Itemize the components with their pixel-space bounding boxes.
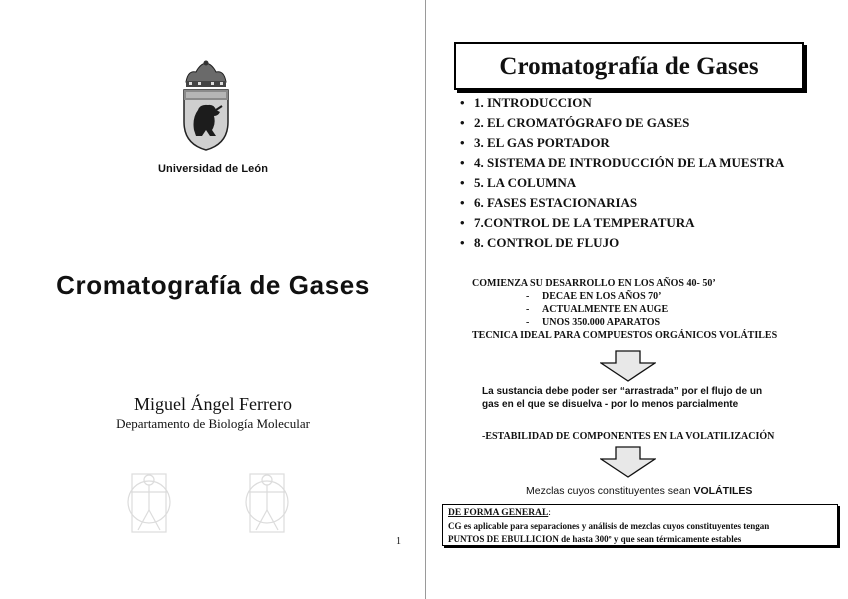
right-page	[426, 0, 848, 599]
development-subitem: - DECAE EN LOS AÑOS 70’	[526, 291, 662, 302]
university-name: Universidad de León	[157, 163, 269, 175]
volatile-keyword: VOLÁTILES	[693, 485, 753, 497]
toc-item: • 5. LA COLUMNA	[460, 175, 577, 190]
development-subitem: - ACTUALMENTE EN AUGE	[526, 304, 669, 315]
toc-item: • 6. FASES ESTACIONARIAS	[460, 195, 638, 210]
development-line-1: COMIENZA SU DESARROLLO EN LOS AÑOS 40- 50’	[472, 278, 716, 289]
down-arrow-icon	[600, 350, 656, 382]
slide-title: Cromatografía de Gases	[454, 42, 804, 90]
watermark-figure-right	[244, 468, 290, 536]
toc-item: • 2. EL CROMATÓGRAFO DE GASES	[460, 115, 690, 130]
general-line-1: CG es aplicable para separaciones y análisis de mezclas cuyos constituyentes tengan	[448, 521, 770, 531]
department-name: Departamento de Biología Molecular	[116, 416, 310, 431]
toc-item: • 1. INTRODUCCION	[460, 95, 592, 110]
development-last-line: TECNICA IDEAL PARA COMPUESTOS ORGÁNICOS VOLÁTILES	[472, 330, 778, 341]
coat-of-arms-logo	[178, 60, 234, 152]
general-heading: DE FORMA GENERAL:	[448, 508, 551, 518]
volatile-mixtures-text: Mezclas cuyos constituyentes sean VOLÁTILES	[526, 485, 753, 497]
page-number: 1	[396, 536, 401, 547]
general-note-box	[442, 504, 838, 546]
toc-item: • 4. SISTEMA DE INTRODUCCIÓN DE LA MUESTRA	[460, 155, 785, 170]
watermark-figure-left	[126, 468, 172, 536]
toc-item: • 7.CONTROL DE LA TEMPERATURA	[460, 215, 695, 230]
general-line-2: PUNTOS DE EBULLICION de hasta 300º y que sean térmicamente estables	[448, 534, 742, 544]
development-subitem: - UNOS 350.000 APARATOS	[526, 317, 661, 328]
toc-item: • 3. EL GAS PORTADOR	[460, 135, 610, 150]
down-arrow-icon-2	[600, 446, 656, 478]
toc-item: • 8. CONTROL DE FLUJO	[460, 235, 620, 250]
substance-text-line-1: La sustancia debe poder ser “arrastrada” por el flujo de un	[482, 386, 763, 397]
stability-text: -ESTABILIDAD DE COMPONENTES EN LA VOLATILIZACIÓN	[482, 431, 775, 442]
table-of-contents	[460, 93, 784, 253]
substance-text-line-2: gas en el que se disuelva - por lo menos parcialmente	[482, 399, 739, 410]
author-name: Miguel Ángel Ferrero	[134, 394, 292, 414]
cover-title: Cromatografía de Gases	[56, 270, 370, 300]
